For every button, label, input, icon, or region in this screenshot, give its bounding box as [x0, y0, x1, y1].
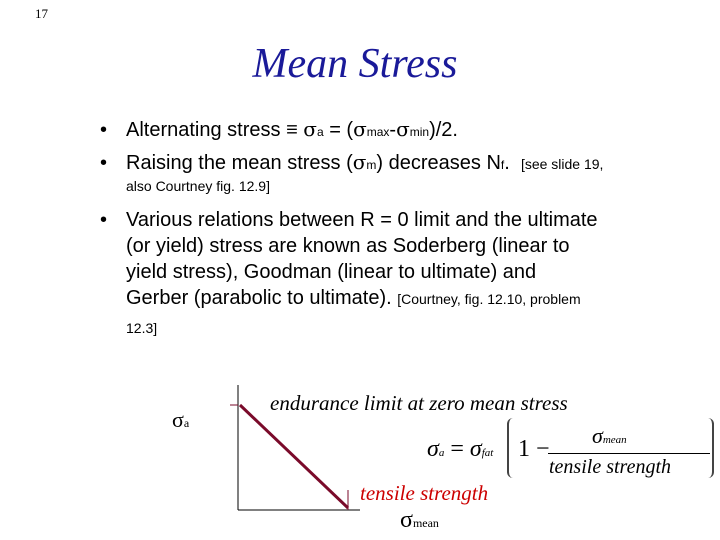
- reference-note-continued: also Courtney fig. 12.9]: [126, 178, 270, 194]
- bullet-alternating-stress: • Alternating stress ≡ σa = (σmax-σmin)/2.: [100, 117, 458, 141]
- reference-note: [see slide 19,: [520, 156, 604, 172]
- y-axis-label: σa: [172, 407, 190, 432]
- fraction-bar: [548, 453, 710, 454]
- goodman-formula: σa = σfat 1 − σmean tensile strength: [425, 416, 717, 482]
- bullet-marker: •: [100, 119, 108, 141]
- slide-number: 17: [35, 6, 48, 21]
- reference-note-continued: 12.3]: [126, 320, 158, 336]
- tensile-strength-label: tensile strength: [360, 481, 489, 505]
- reference-note: [Courtney, fig. 12.10, problem: [397, 291, 581, 307]
- bullet-marker: •: [100, 152, 108, 174]
- right-bracket: [708, 418, 714, 478]
- slide-title: Mean Stress: [252, 41, 458, 87]
- bullet-mean-stress: • Raising the mean stress (σm) decreases Nf. [see slide 19,: [100, 150, 604, 174]
- bullet-marker: •: [100, 209, 108, 231]
- endurance-limit-label: endurance limit at zero mean stress: [270, 391, 568, 415]
- left-bracket: [507, 418, 513, 478]
- goodman-line: [240, 405, 348, 508]
- x-axis-label: σmean: [400, 507, 439, 533]
- bullet-relations: • Various relations between R = 0 limit and the ultimate (or yield) stress are known as Soderberg (linear to yield stress), Goodman (linear to ultimate) and Gerber (parabolic to ultimate). [Courtney, fig. 12.10, problem: [100, 209, 598, 309]
